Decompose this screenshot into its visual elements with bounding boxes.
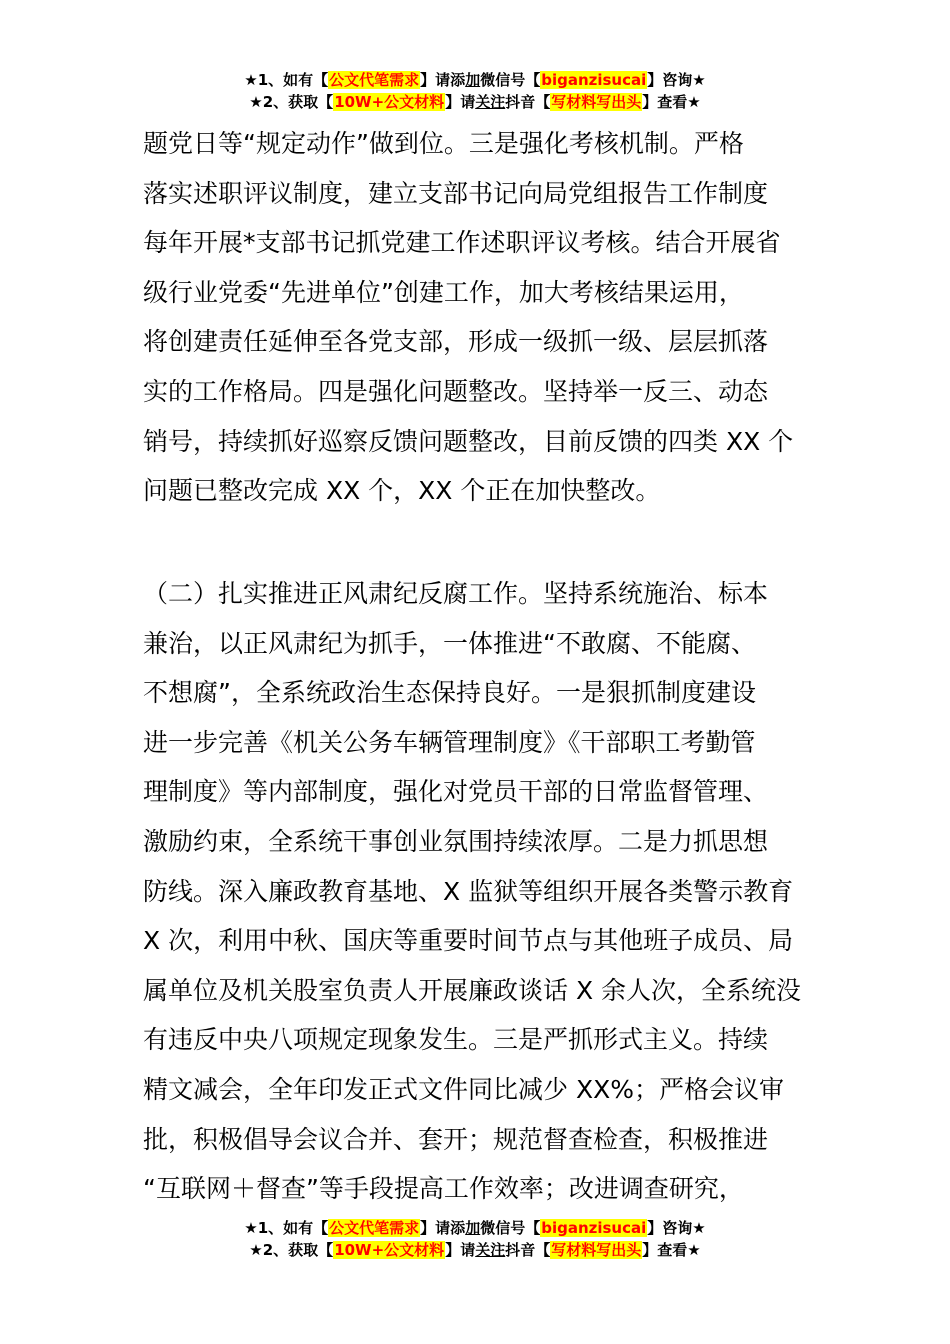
- paragraph-line: 题党日等“规定动作”做到位。三是强化考核机制。严格: [143, 129, 744, 158]
- banner-line-1-prefix: ★1、如有【: [244, 1219, 329, 1237]
- banner-line-2-highlight-douyin: 写材料写出头: [551, 1241, 642, 1259]
- paragraph-line: 销号，持续抓好巡察反馈问题整改，目前反馈的四类 XX 个: [143, 426, 794, 456]
- banner-line-2-highlight-materials: 10W+公文材料: [334, 93, 445, 111]
- banner-line-1-prefix: ★1、如有【: [244, 71, 329, 89]
- paragraph-line: 兼治，以正风肃纪为抓手，一体推进“不敢腐、不能腐、: [143, 628, 756, 658]
- banner-line-2-middle-2: 抖音【: [505, 1241, 551, 1259]
- banner-line-2-middle: 】请: [445, 93, 476, 111]
- banner-line-1-highlight-wechat: biganzisucai: [541, 1219, 647, 1237]
- banner-line-1-middle-2: 微信号【: [480, 71, 541, 89]
- paragraph-line: 防线。深入廉政教育基地、X 监狱等组织开展各类警示教育: [143, 876, 794, 906]
- paragraph-line: 每年开展*支部书记抓党建工作述职评议考核。结合开展省: [143, 228, 781, 258]
- banner-line-2-prefix: ★2、获取【: [249, 1241, 334, 1259]
- paragraph-line: （二）扎实推进正风肃纪反腐工作。坚持系统施治、标本: [143, 579, 769, 608]
- banner-line-2-prefix: ★2、获取【: [249, 93, 334, 111]
- header-banner: [0, 69, 950, 113]
- banner-line-1: [0, 69, 950, 91]
- paragraph-line: 激励约束，全系统干事创业氛围持续浓厚。二是力抓思想: [143, 826, 769, 856]
- banner-line-2-highlight-materials: 10W+公文材料: [334, 1241, 445, 1259]
- banner-line-1-suffix: 】咨询★: [647, 1219, 706, 1237]
- footer-banner: [0, 1217, 950, 1261]
- paragraph-line: 实的工作格局。四是强化问题整改。坚持举一反三、动态: [143, 376, 769, 406]
- paragraph-line: “互联网＋督查”等手段提高工作效率；改进调查研究，: [143, 1174, 744, 1204]
- banner-line-1-suffix: 】咨询★: [647, 71, 706, 89]
- banner-line-1-highlight-service: 公文代笔需求: [329, 1219, 420, 1237]
- paragraph-line: 进一步完善《机关公务车辆管理制度》《干部职工考勤管: [143, 727, 756, 757]
- paragraph-line: 级行业党委“先进单位”创建工作，加大考核结果运用，: [143, 277, 744, 307]
- paragraph-party-building: [143, 119, 811, 516]
- paragraph-line: 精文减会，全年印发正式文件同比减少 XX%；严格会议审: [143, 1074, 784, 1104]
- paragraph-line: 有违反中央八项规定现象发生。三是严抓形式主义。持续: [143, 1025, 769, 1055]
- paragraph-line: 理制度》等内部制度，强化对党员干部的日常监督管理、: [143, 777, 769, 807]
- paragraph-line: 不想腐”，全系统政治生态保持良好。一是狠抓制度建设: [143, 678, 756, 708]
- paragraph-line: 批，积极倡导会议合并、套开；规范督查检查，积极推进: [143, 1124, 769, 1154]
- banner-line-2-middle: 】请: [445, 1241, 476, 1259]
- banner-line-2-suffix: 】查看★: [642, 93, 701, 111]
- banner-line-2-underlined: 关注: [475, 1241, 506, 1259]
- banner-line-1-underlined: 加: [465, 1219, 481, 1237]
- banner-line-2-underlined: 关注: [475, 93, 506, 111]
- banner-line-2: [0, 91, 950, 113]
- paragraph-line: 落实述职评议制度，建立支部书记向局党组报告工作制度: [143, 178, 769, 208]
- banner-line-1-highlight-wechat: biganzisucai: [541, 71, 647, 89]
- banner-line-1-middle: 】请添: [420, 71, 466, 89]
- banner-line-2-suffix: 】查看★: [642, 1241, 701, 1259]
- banner-line-2-highlight-douyin: 写材料写出头: [551, 93, 642, 111]
- banner-line-2: [0, 1239, 950, 1261]
- paragraph-line: 问题已整改完成 XX 个，XX 个正在加快整改。: [143, 476, 661, 506]
- banner-line-1-highlight-service: 公文代笔需求: [329, 71, 420, 89]
- paragraph-line: 属单位及机关股室负责人开展廉政谈话 X 余人次，全系统没: [143, 975, 802, 1005]
- banner-line-1-underlined: 加: [465, 71, 481, 89]
- paragraph-line: X 次，利用中秋、国庆等重要时间节点与其他班子成员、局: [143, 926, 794, 956]
- banner-line-1-middle: 】请添: [420, 1219, 466, 1237]
- banner-line-1-middle-2: 微信号【: [480, 1219, 541, 1237]
- paragraph-anti-corruption: [143, 569, 811, 1214]
- banner-line-2-middle-2: 抖音【: [505, 93, 551, 111]
- banner-line-1: [0, 1217, 950, 1239]
- paragraph-line: 将创建责任延伸至各党支部，形成一级抓一级、层层抓落: [143, 327, 769, 357]
